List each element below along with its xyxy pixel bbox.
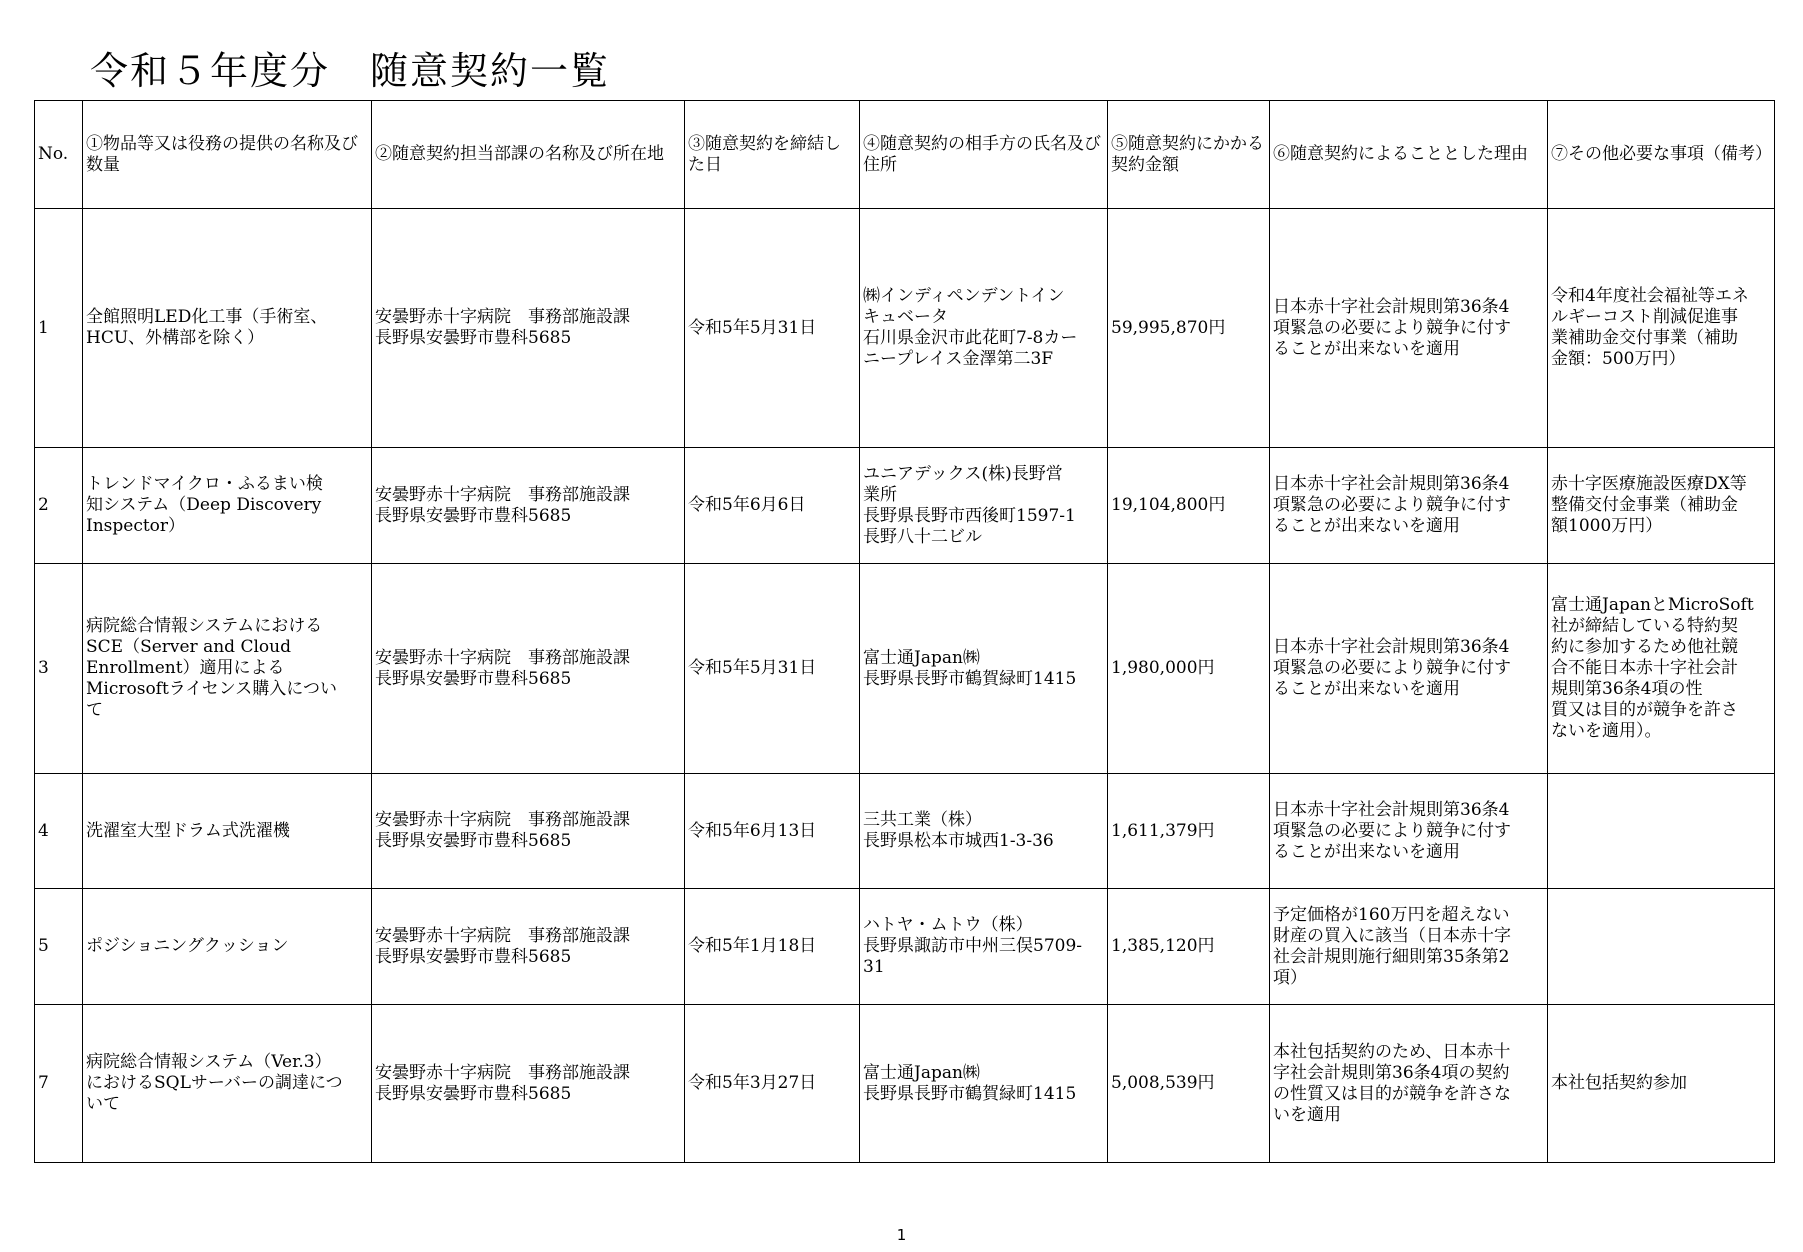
cell-no: 1 xyxy=(35,209,83,448)
cell-amount: 1,385,120円 xyxy=(1108,889,1270,1005)
cell-notes: 赤十字医療施設医療DX等 整備交付金事業（補助金 額1000万円） xyxy=(1548,448,1775,564)
header-party: ④随意契約の相手方の氏名及び住所 xyxy=(860,101,1108,209)
cell-reason: 日本赤十字社会計規則第36条4 項緊急の必要により競争に付す ることが出来ないを適用 xyxy=(1270,564,1548,774)
header-amount: ⑤随意契約にかかる契約金額 xyxy=(1108,101,1270,209)
cell-reason: 日本赤十字社会計規則第36条4 項緊急の必要により競争に付す ることが出来ないを適用 xyxy=(1270,774,1548,889)
cell-item: 全館照明LED化工事（手術室、 HCU、外構部を除く） xyxy=(83,209,372,448)
cell-reason: 日本赤十字社会計規則第36条4 項緊急の必要により競争に付す ることが出来ないを適用 xyxy=(1270,448,1548,564)
header-date: ③随意契約を締結した日 xyxy=(685,101,860,209)
header-reason: ⑥随意契約によることとした理由 xyxy=(1270,101,1548,209)
cell-dept: 安曇野赤十字病院 事務部施設課 長野県安曇野市豊科5685 xyxy=(372,774,685,889)
cell-dept: 安曇野赤十字病院 事務部施設課 長野県安曇野市豊科5685 xyxy=(372,209,685,448)
cell-no: 7 xyxy=(35,1005,83,1163)
cell-dept: 安曇野赤十字病院 事務部施設課 長野県安曇野市豊科5685 xyxy=(372,564,685,774)
cell-notes: 富士通JapanとMicroSoft 社が締結している特約契 約に参加するため他社競 合不能日本赤十字社会計 規則第36条4項の性 質又は目的が競争を許さ ないを適用）。 xyxy=(1548,564,1775,774)
cell-notes xyxy=(1548,889,1775,1005)
cell-reason: 本社包括契約のため、日本赤十 字社会計規則第36条4項の契約 の性質又は目的が競争を許さな いを適用 xyxy=(1270,1005,1548,1163)
cell-dept: 安曇野赤十字病院 事務部施設課 長野県安曇野市豊科5685 xyxy=(372,448,685,564)
cell-no: 4 xyxy=(35,774,83,889)
cell-amount: 5,008,539円 xyxy=(1108,1005,1270,1163)
cell-party: ユニアデックス(株)長野営 業所 長野県長野市西後町1597-1 長野八十二ビル xyxy=(860,448,1108,564)
cell-party: 富士通Japan㈱ 長野県長野市鶴賀緑町1415 xyxy=(860,1005,1108,1163)
contracts-table xyxy=(34,100,1775,1163)
cell-notes: 令和4年度社会福祉等エネ ルギーコスト削減促進事 業補助金交付事業（補助 金額：500万円） xyxy=(1548,209,1775,448)
table-row xyxy=(35,209,1775,448)
table-row xyxy=(35,1005,1775,1163)
cell-no: 2 xyxy=(35,448,83,564)
cell-item: 洗濯室大型ドラム式洗濯機 xyxy=(83,774,372,889)
cell-amount: 1,980,000円 xyxy=(1108,564,1270,774)
cell-amount: 1,611,379円 xyxy=(1108,774,1270,889)
cell-date: 令和5年6月13日 xyxy=(685,774,860,889)
cell-notes: 本社包括契約参加 xyxy=(1548,1005,1775,1163)
cell-notes xyxy=(1548,774,1775,889)
cell-party: ハトヤ・ムトウ（株） 長野県諏訪市中州三俣5709- 31 xyxy=(860,889,1108,1005)
header-no: No. xyxy=(35,101,83,209)
cell-reason: 予定価格が160万円を超えない 財産の買入に該当（日本赤十字 社会計規則施行細則第35条第2 項） xyxy=(1270,889,1548,1005)
cell-dept: 安曇野赤十字病院 事務部施設課 長野県安曇野市豊科5685 xyxy=(372,889,685,1005)
page-number: 1 xyxy=(896,1226,907,1244)
table-row xyxy=(35,448,1775,564)
cell-date: 令和5年1月18日 xyxy=(685,889,860,1005)
cell-reason: 日本赤十字社会計規則第36条4 項緊急の必要により競争に付す ることが出来ないを適用 xyxy=(1270,209,1548,448)
cell-amount: 19,104,800円 xyxy=(1108,448,1270,564)
cell-date: 令和5年6月6日 xyxy=(685,448,860,564)
cell-item: ポジショニングクッション xyxy=(83,889,372,1005)
table-row xyxy=(35,564,1775,774)
cell-date: 令和5年5月31日 xyxy=(685,564,860,774)
cell-no: 3 xyxy=(35,564,83,774)
cell-party: ㈱インディペンデントイン キュベータ 石川県金沢市此花町7-8カー ニープレイス金澤第二3F xyxy=(860,209,1108,448)
table-row xyxy=(35,774,1775,889)
cell-dept: 安曇野赤十字病院 事務部施設課 長野県安曇野市豊科5685 xyxy=(372,1005,685,1163)
cell-date: 令和5年5月31日 xyxy=(685,209,860,448)
header-notes: ⑦その他必要な事項（備考） xyxy=(1548,101,1775,209)
cell-party: 三共工業（株） 長野県松本市城西1-3-36 xyxy=(860,774,1108,889)
cell-date: 令和5年3月27日 xyxy=(685,1005,860,1163)
cell-no: 5 xyxy=(35,889,83,1005)
table-row xyxy=(35,889,1775,1005)
cell-item: 病院総合情報システム（Ver.3） におけるSQLサーバーの調達につ いて xyxy=(83,1005,372,1163)
header-dept: ②随意契約担当部課の名称及び所在地 xyxy=(372,101,685,209)
cell-amount: 59,995,870円 xyxy=(1108,209,1270,448)
cell-party: 富士通Japan㈱ 長野県長野市鶴賀緑町1415 xyxy=(860,564,1108,774)
header-item: ①物品等又は役務の提供の名称及び数量 xyxy=(83,101,372,209)
header-row xyxy=(35,101,1775,209)
page-title: 令和５年度分 随意契約一覧 xyxy=(90,49,611,93)
cell-item: 病院総合情報システムにおける SCE（Server and Cloud Enrollment）適用による Microsoftライセンス購入につい て xyxy=(83,564,372,774)
cell-item: トレンドマイクロ・ふるまい検 知システム（Deep Discovery Inspector） xyxy=(83,448,372,564)
